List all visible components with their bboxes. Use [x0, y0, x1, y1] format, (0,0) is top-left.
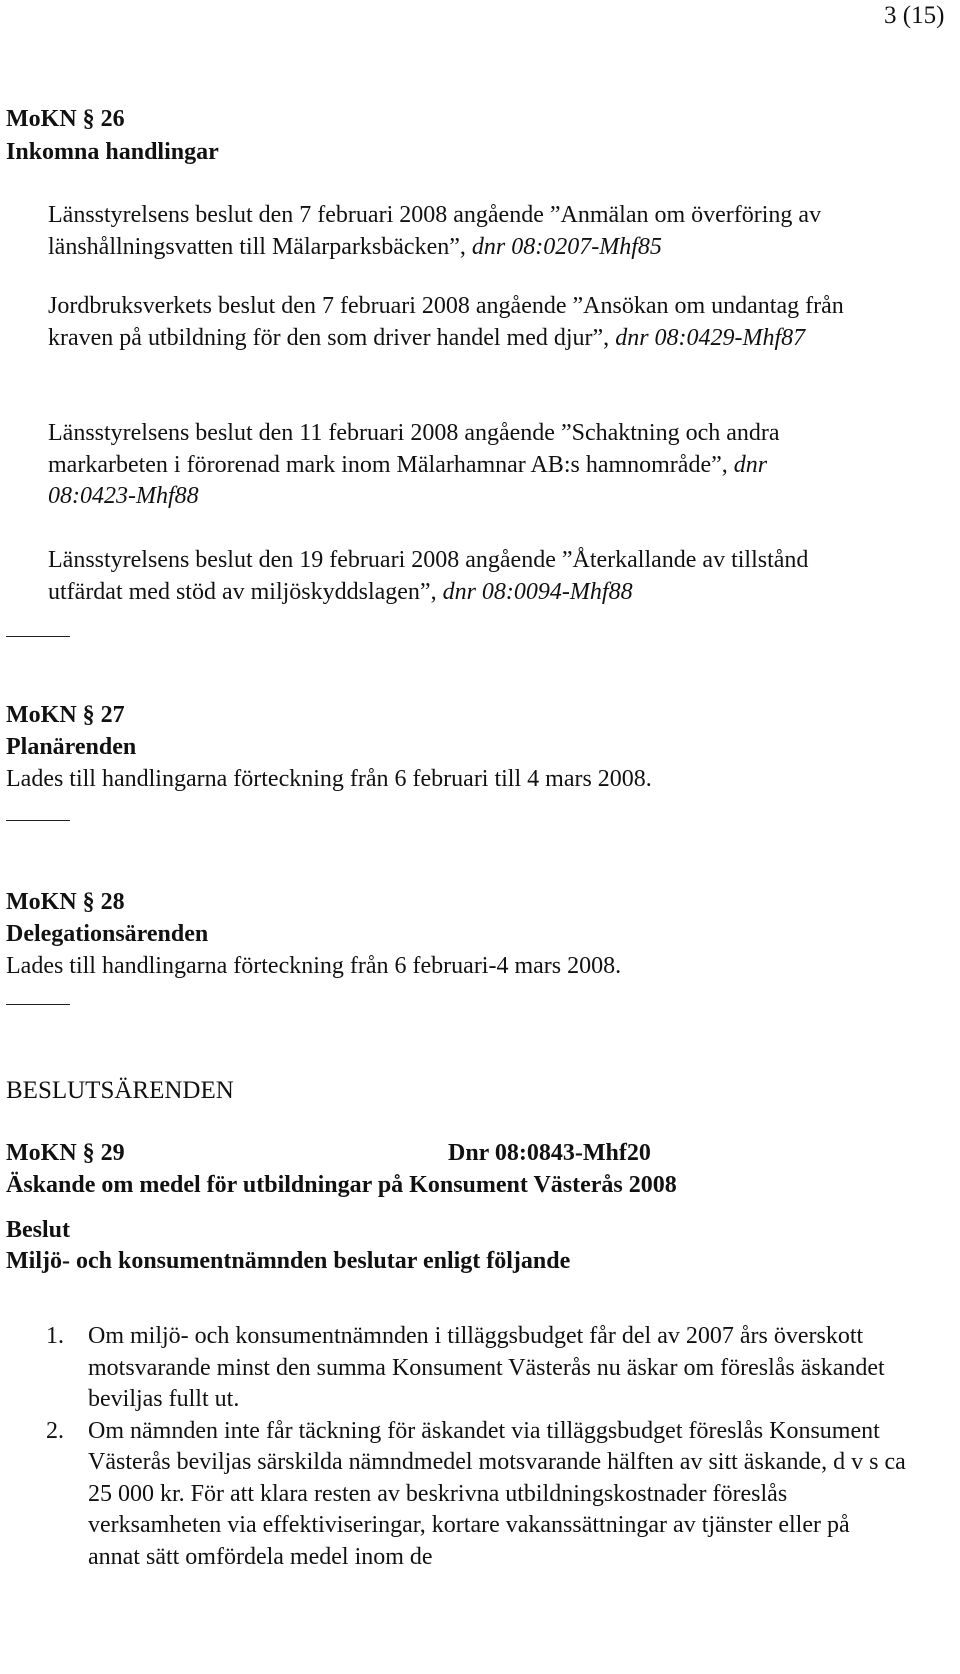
section-26-heading: MoKN § 26 — [6, 106, 125, 132]
incoming-document-2 — [6, 291, 860, 354]
section-divider — [6, 1004, 70, 1005]
section-28-text: Lades till handlingarna förteckning från 6 februari-4 mars 2008. — [6, 953, 622, 979]
section-27-title: Planärenden — [6, 734, 137, 760]
incoming-document-3 — [6, 418, 860, 513]
list-item — [46, 1321, 906, 1416]
section-29-dnr: Dnr 08:0843-Mhf20 — [448, 1140, 651, 1166]
section-27-heading: MoKN § 27 — [6, 702, 125, 728]
incoming-document-1 — [6, 200, 860, 263]
document-dnr: dnr 08:0094-Mhf88 — [442, 578, 633, 605]
section-divider — [6, 636, 70, 637]
list-item-text: Om miljö- och konsumentnämnden i tilläggsbudget får del av 2007 års överskott motsvarande minst den summa Konsument Västerås nu äskar om föreslås äskandet beviljas fullt ut. — [88, 1323, 885, 1412]
list-item-text: Om nämnden inte får täckning för äskandet via tilläggsbudget föreslås Konsument Västerås beviljas särskilda nämndmedel motsvarande hälften av sitt äskande, d v s ca 25 000 kr. För att klara resten av beskrivna utbildningskostnader föreslås verksamheten via effektiviseringar, kortare vakanssättningar av tjänster eller på annat sätt omfördela medel inom de — [88, 1417, 906, 1570]
document-dnr: dnr 08:0429-Mhf87 — [615, 324, 806, 351]
list-item-number: 1. — [46, 1323, 64, 1349]
list-item-number: 2. — [46, 1417, 64, 1444]
decision-matters-heading: BESLUTSÄRENDEN — [6, 1077, 234, 1104]
section-28-title: Delegationsärenden — [6, 921, 209, 947]
section-divider — [6, 820, 70, 821]
decision-list — [46, 1321, 906, 1573]
incoming-document-4 — [6, 545, 860, 608]
section-29-heading: MoKN § 29 — [6, 1140, 125, 1166]
decision-label: Beslut — [6, 1217, 71, 1243]
page-number: 3 (15) — [884, 2, 945, 29]
document-description: Länsstyrelsens beslut den 7 februari 2008 angående ”Anmälan om överföring av länshållningsvatten till Mälarparksbäcken”, — [48, 202, 822, 260]
section-26-title: Inkomna handlingar — [6, 139, 219, 165]
list-item — [46, 1416, 906, 1574]
document-dnr: dnr 08:0423-Mhf88 — [48, 451, 768, 509]
section-29-title: Äskande om medel för utbildningar på Konsument Västerås 2008 — [6, 1172, 677, 1198]
document-dnr: dnr 08:0207-Mhf85 — [471, 233, 662, 260]
section-27-text: Lades till handlingarna förteckning från 6 februari till 4 mars 2008. — [6, 766, 652, 792]
document-description: Länsstyrelsens beslut den 19 februari 2008 angående ”Återkallande av tillstånd utfärdat med stöd av miljöskyddslagen”, — [48, 547, 809, 605]
document-description: Jordbruksverkets beslut den 7 februari 2008 angående ”Ansökan om undantag från kraven på utbildning för den som driver handel med djur”, — [48, 293, 844, 351]
decision-intro: Miljö- och konsumentnämnden beslutar enligt följande — [6, 1248, 571, 1274]
section-28-heading: MoKN § 28 — [6, 889, 125, 915]
document-description: Länsstyrelsens beslut den 11 februari 2008 angående ”Schaktning och andra markarbeten i förorenad mark inom Mälarhamnar AB:s hamnområde”, — [48, 420, 780, 478]
